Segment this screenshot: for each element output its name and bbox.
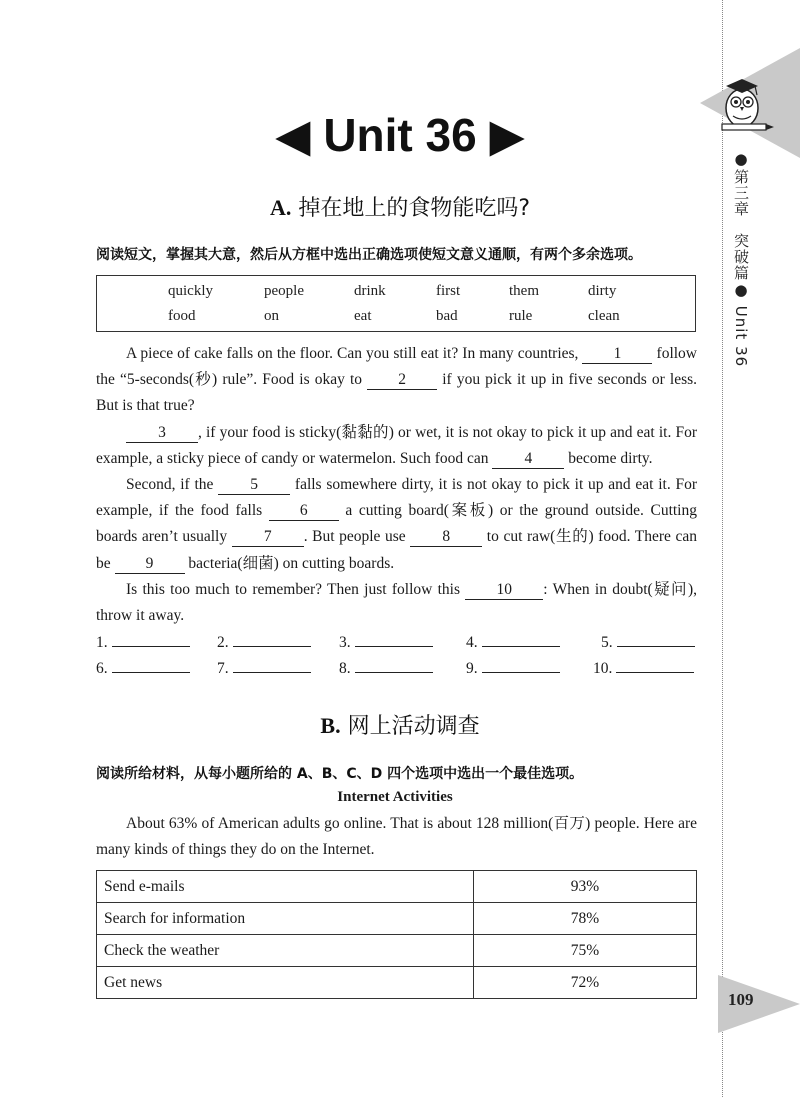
activity-cell: Get news (97, 967, 474, 999)
cloze-passage (96, 341, 697, 629)
activity-cell: Search for information (97, 903, 474, 935)
passage-text: , if your food is sticky(黏黏的) or wet, it is not okay to pick it up and eat it. For example, a sticky piece of candy or watermelon. Such food can (96, 423, 697, 467)
word-bank-item: food (168, 308, 196, 324)
unit-title: ◀ Unit 36 ▶ (275, 109, 525, 161)
answer-line-5[interactable] (617, 632, 695, 647)
answer-line-3[interactable] (355, 632, 433, 647)
section-b-instruction: 阅读所给材料，从每小题所给的 A、B、C、D 四个选项中选出一个最佳选项。 (96, 766, 584, 782)
table-row (97, 903, 697, 935)
answer-label: 6. (96, 660, 108, 677)
word-bank (96, 275, 696, 332)
percent-cell: 75% (474, 935, 697, 967)
blank-5[interactable]: 5 (218, 476, 290, 495)
blank-9[interactable]: 9 (115, 555, 185, 574)
answer-line-6[interactable] (112, 658, 190, 673)
passage-text: falls somewhere dirty, it is not okay to pick it up and eat it. For example, if the food falls (96, 476, 697, 520)
passage-paragraph (96, 472, 697, 577)
passage-paragraph (96, 577, 697, 629)
passage-text: . But people use (303, 528, 411, 546)
reading-intro: About 63% of American adults go online. That is about 128 million(百万) people. Here are many kinds of things they do on the Internet. (96, 815, 697, 859)
passage-text: if you pick it up in five seconds or less. But is that true? (96, 371, 698, 415)
passage-paragraph (96, 341, 697, 420)
blank-6[interactable]: 6 (269, 502, 339, 521)
answer-label: 7. (217, 660, 229, 677)
activity-cell: Check the weather (97, 935, 474, 967)
section-b-letter: B. (320, 713, 341, 738)
answer-line-8[interactable] (355, 658, 433, 673)
word-bank-item: quickly (168, 283, 213, 299)
blank-10[interactable]: 10 (465, 581, 543, 600)
chapter-label: ●第三章 突破篇● Unit 36 (732, 150, 750, 368)
word-bank-item: dirty (588, 283, 617, 299)
answer-label: 8. (339, 660, 351, 677)
answer-line-2[interactable] (233, 632, 311, 647)
answer-row-1 (96, 632, 697, 654)
word-bank-item: rule (509, 308, 533, 324)
word-bank-item: eat (354, 308, 372, 324)
answer-line-7[interactable] (233, 658, 311, 673)
blank-8[interactable]: 8 (410, 528, 482, 547)
section-a-heading (0, 191, 800, 222)
answer-line-9[interactable] (482, 658, 560, 673)
passage-text: A piece of cake falls on the floor. Can you still eat it? In many countries, (126, 345, 583, 362)
blank-7[interactable]: 7 (232, 528, 304, 547)
passage-text: become dirty. (564, 449, 653, 467)
word-bank-item: bad (436, 308, 458, 324)
blank-4[interactable]: 4 (492, 450, 564, 469)
section-b-title: 网上活动调查 (347, 714, 480, 739)
section-b-heading (0, 709, 800, 740)
answer-label: 4. (466, 634, 478, 651)
passage-text: to cut raw(生的) food. There can be (96, 528, 697, 572)
answer-label: 9. (466, 660, 478, 677)
word-bank-item: drink (354, 283, 386, 299)
passage-text: Second, if the (126, 476, 219, 494)
passage-paragraph (96, 420, 697, 472)
word-bank-item: clean (588, 308, 620, 324)
passage-text: bacteria(细菌) on cutting boards. (184, 554, 395, 572)
answer-row-2 (96, 658, 697, 680)
word-bank-item: people (264, 283, 304, 299)
answer-line-1[interactable] (112, 632, 190, 647)
word-bank-item: them (509, 283, 539, 299)
page-number: 109 (728, 990, 754, 1009)
percent-cell: 93% (474, 871, 697, 903)
percent-cell: 72% (474, 967, 697, 999)
percent-cell: 78% (474, 903, 697, 935)
section-a-title: 掉在地上的食物能吃吗? (298, 196, 531, 221)
side-dotted-line (722, 0, 723, 1097)
section-a-letter: A. (269, 195, 292, 220)
section-a-instruction: 阅读短文，掌握其大意，然后从方框中选出正确选项使短文意义通顺，有两个多余选项。 (96, 247, 642, 263)
activity-cell: Send e-mails (97, 871, 474, 903)
blank-3[interactable]: 3 (126, 424, 198, 443)
answer-label: 3. (339, 634, 351, 651)
passage-text: follow the “5-seconds(秒) rule”. Food is okay to (96, 345, 698, 389)
word-bank-item: first (436, 283, 461, 299)
passage-text: Is this too much to remember? Then just follow this (126, 580, 466, 598)
answer-line-10[interactable] (616, 658, 694, 673)
answer-line-4[interactable] (482, 632, 560, 647)
activity-table (96, 870, 697, 999)
table-row (97, 967, 697, 999)
passage-text: a cutting board(案板) or the ground outside. Cutting boards aren’t usually (96, 502, 697, 546)
blank-1[interactable]: 1 (582, 345, 652, 364)
answer-label: 2. (217, 634, 229, 651)
answer-label: 5. (601, 634, 613, 651)
table-row (97, 935, 697, 967)
blank-2[interactable]: 2 (367, 371, 437, 390)
word-bank-item: on (264, 308, 279, 324)
answer-label: 1. (96, 634, 108, 651)
reading-title: Internet Activities (337, 789, 453, 805)
table-row (97, 871, 697, 903)
answer-label: 10. (593, 660, 613, 677)
passage-text: : When in doubt(疑问), throw it away. (96, 580, 697, 625)
